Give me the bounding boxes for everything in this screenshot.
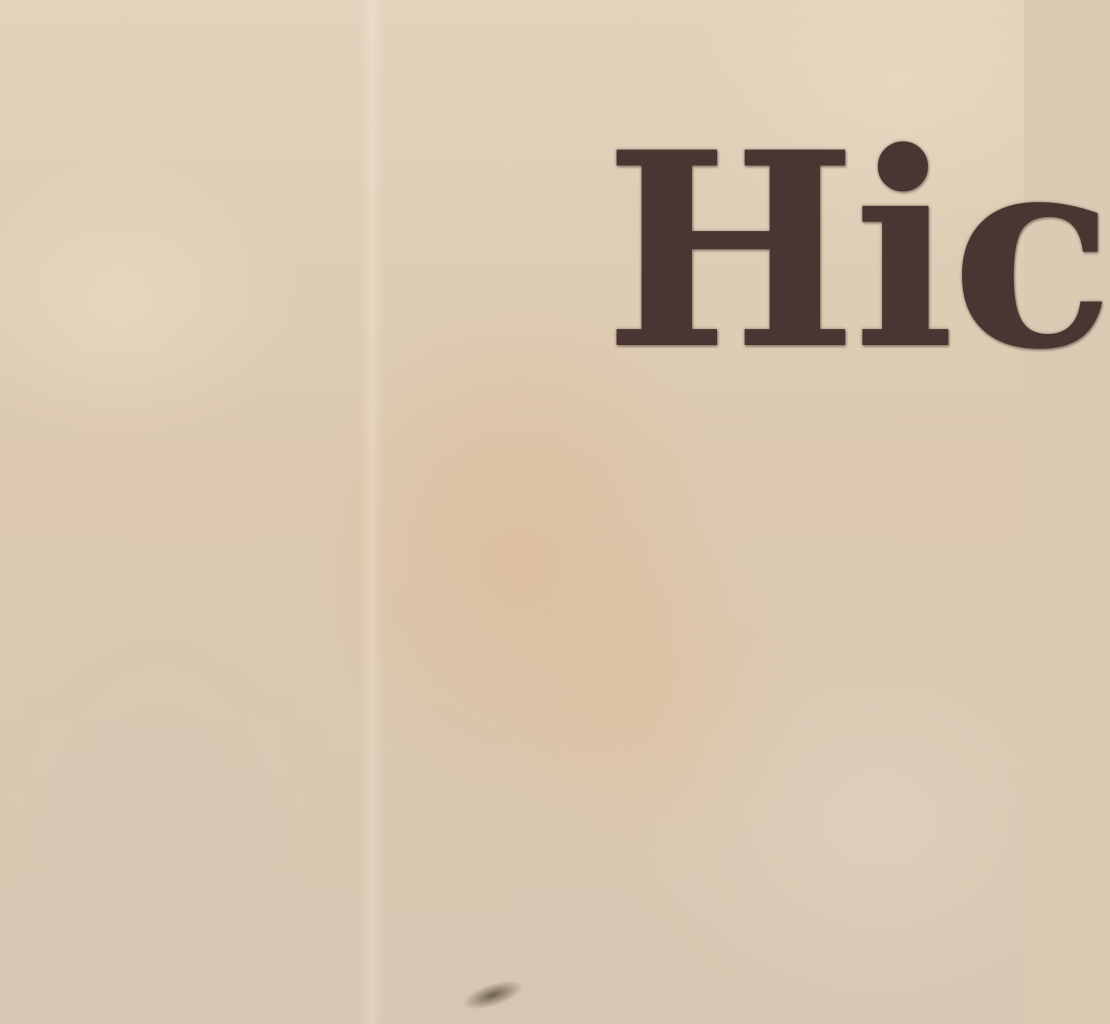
paper-crease	[360, 0, 384, 1024]
ink-spot	[460, 975, 526, 1015]
partial-word: Hic	[604, 94, 1110, 409]
